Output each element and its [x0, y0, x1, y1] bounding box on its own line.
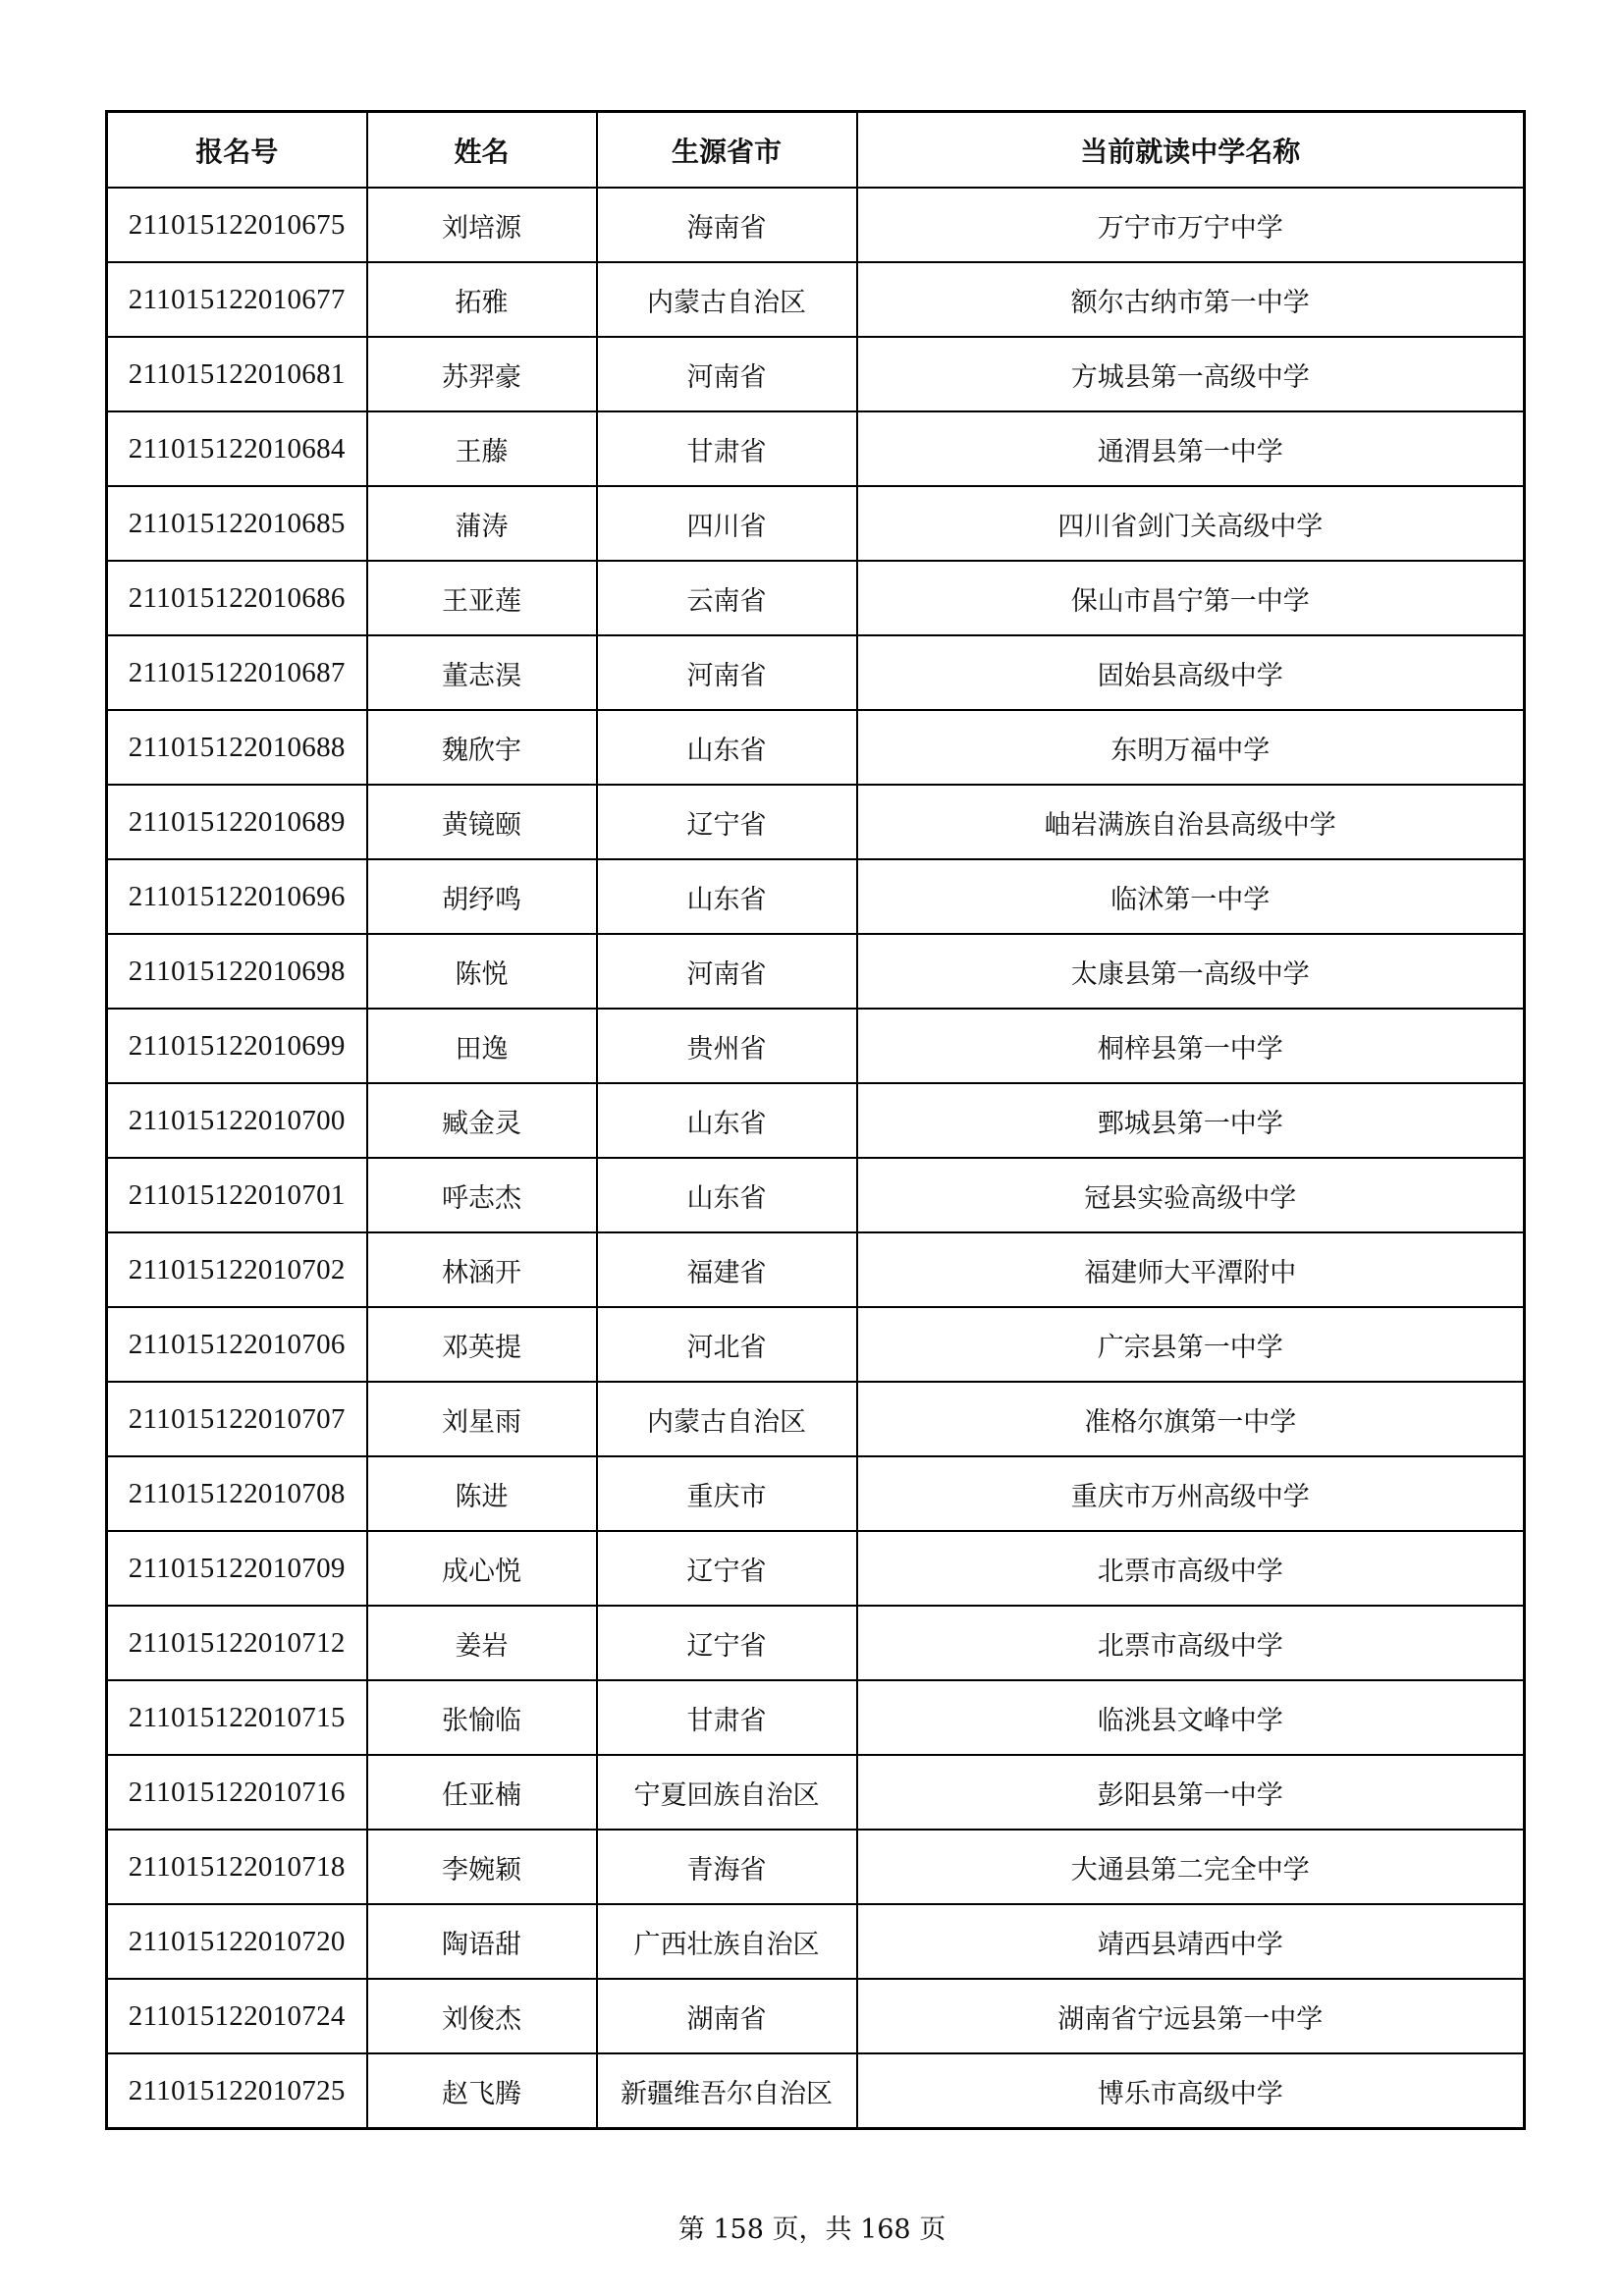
- cell-name: 刘俊杰: [367, 1979, 597, 2053]
- cell-name: 刘星雨: [367, 1382, 597, 1456]
- table-row: [107, 1755, 1525, 1830]
- cell-province: 重庆市: [597, 1456, 857, 1531]
- cell-registration-number: 211015122010699: [107, 1009, 367, 1083]
- cell-name: 魏欣宇: [367, 710, 597, 785]
- cell-registration-number: 211015122010700: [107, 1083, 367, 1158]
- cell-province: 宁夏回族自治区: [597, 1755, 857, 1830]
- table-row: [107, 1382, 1525, 1456]
- table-row: [107, 1606, 1525, 1680]
- table-row: [107, 1830, 1525, 1904]
- table-row: [107, 934, 1525, 1009]
- cell-name: 陈进: [367, 1456, 597, 1531]
- cell-school: 通渭县第一中学: [857, 411, 1525, 486]
- table-row: [107, 710, 1525, 785]
- cell-school: 桐梓县第一中学: [857, 1009, 1525, 1083]
- cell-school: 临洮县文峰中学: [857, 1680, 1525, 1755]
- cell-name: 黄镜颐: [367, 785, 597, 859]
- cell-school: 鄄城县第一中学: [857, 1083, 1525, 1158]
- cell-province: 福建省: [597, 1232, 857, 1307]
- cell-name: 田逸: [367, 1009, 597, 1083]
- table-header: [107, 112, 1525, 189]
- table-row: [107, 262, 1525, 337]
- cell-name: 臧金灵: [367, 1083, 597, 1158]
- cell-registration-number: 211015122010689: [107, 785, 367, 859]
- cell-name: 陶语甜: [367, 1904, 597, 1979]
- cell-school: 临沭第一中学: [857, 859, 1525, 934]
- cell-registration-number: 211015122010688: [107, 710, 367, 785]
- cell-province: 河南省: [597, 934, 857, 1009]
- header-registration-number: 报名号: [107, 112, 367, 189]
- page-number: 第 158 页，共 168 页: [677, 2214, 947, 2245]
- table-row: [107, 411, 1525, 486]
- table-row: [107, 1904, 1525, 1979]
- table-row: [107, 785, 1525, 859]
- cell-name: 董志淏: [367, 635, 597, 710]
- cell-school: 北票市高级中学: [857, 1606, 1525, 1680]
- cell-school: 太康县第一高级中学: [857, 934, 1525, 1009]
- cell-province: 新疆维吾尔自治区: [597, 2053, 857, 2129]
- table-row: [107, 561, 1525, 635]
- cell-name: 林涵开: [367, 1232, 597, 1307]
- cell-name: 王藤: [367, 411, 597, 486]
- header-row: [107, 112, 1525, 189]
- cell-registration-number: 211015122010677: [107, 262, 367, 337]
- table-row: [107, 188, 1525, 262]
- table-row: [107, 1307, 1525, 1382]
- cell-registration-number: 211015122010706: [107, 1307, 367, 1382]
- table-body: [107, 188, 1525, 2129]
- cell-province: 甘肃省: [597, 411, 857, 486]
- cell-province: 山东省: [597, 1083, 857, 1158]
- cell-name: 姜岩: [367, 1606, 597, 1680]
- table-row: [107, 1232, 1525, 1307]
- cell-province: 山东省: [597, 710, 857, 785]
- cell-name: 陈悦: [367, 934, 597, 1009]
- cell-province: 湖南省: [597, 1979, 857, 2053]
- cell-province: 贵州省: [597, 1009, 857, 1083]
- cell-registration-number: 211015122010686: [107, 561, 367, 635]
- cell-school: 湖南省宁远县第一中学: [857, 1979, 1525, 2053]
- cell-province: 山东省: [597, 859, 857, 934]
- cell-registration-number: 211015122010709: [107, 1531, 367, 1606]
- cell-province: 内蒙古自治区: [597, 1382, 857, 1456]
- cell-province: 河北省: [597, 1307, 857, 1382]
- student-roster-table: [105, 110, 1526, 2130]
- cell-school: 大通县第二完全中学: [857, 1830, 1525, 1904]
- cell-name: 赵飞腾: [367, 2053, 597, 2129]
- cell-school: 东明万福中学: [857, 710, 1525, 785]
- cell-province: 四川省: [597, 486, 857, 561]
- cell-school: 冠县实验高级中学: [857, 1158, 1525, 1232]
- cell-school: 北票市高级中学: [857, 1531, 1525, 1606]
- cell-name: 呼志杰: [367, 1158, 597, 1232]
- cell-registration-number: 211015122010687: [107, 635, 367, 710]
- cell-name: 苏羿豪: [367, 337, 597, 411]
- cell-province: 青海省: [597, 1830, 857, 1904]
- cell-school: 岫岩满族自治县高级中学: [857, 785, 1525, 859]
- table-row: [107, 1158, 1525, 1232]
- table-row: [107, 1531, 1525, 1606]
- cell-registration-number: 211015122010718: [107, 1830, 367, 1904]
- cell-province: 辽宁省: [597, 1531, 857, 1606]
- cell-registration-number: 211015122010715: [107, 1680, 367, 1755]
- cell-name: 任亚楠: [367, 1755, 597, 1830]
- table-row: [107, 1083, 1525, 1158]
- cell-province: 辽宁省: [597, 1606, 857, 1680]
- cell-registration-number: 211015122010725: [107, 2053, 367, 2129]
- cell-registration-number: 211015122010698: [107, 934, 367, 1009]
- table-row: [107, 635, 1525, 710]
- cell-name: 蒲涛: [367, 486, 597, 561]
- cell-name: 王亚莲: [367, 561, 597, 635]
- cell-name: 拓雅: [367, 262, 597, 337]
- cell-school: 广宗县第一中学: [857, 1307, 1525, 1382]
- table-row: [107, 1456, 1525, 1531]
- cell-name: 胡纾鸣: [367, 859, 597, 934]
- cell-province: 辽宁省: [597, 785, 857, 859]
- cell-registration-number: 211015122010685: [107, 486, 367, 561]
- cell-province: 河南省: [597, 337, 857, 411]
- cell-school: 四川省剑门关高级中学: [857, 486, 1525, 561]
- cell-registration-number: 211015122010716: [107, 1755, 367, 1830]
- table-row: [107, 1979, 1525, 2053]
- cell-registration-number: 211015122010675: [107, 188, 367, 262]
- cell-school: 福建师大平潭附中: [857, 1232, 1525, 1307]
- cell-name: 邓英提: [367, 1307, 597, 1382]
- header-province: 生源省市: [597, 112, 857, 189]
- table-row: [107, 859, 1525, 934]
- cell-province: 广西壮族自治区: [597, 1904, 857, 1979]
- header-school: 当前就读中学名称: [857, 112, 1525, 189]
- cell-registration-number: 211015122010684: [107, 411, 367, 486]
- table-row: [107, 486, 1525, 561]
- cell-registration-number: 211015122010712: [107, 1606, 367, 1680]
- cell-school: 重庆市万州高级中学: [857, 1456, 1525, 1531]
- cell-name: 李婉颖: [367, 1830, 597, 1904]
- table-row: [107, 1009, 1525, 1083]
- cell-school: 固始县高级中学: [857, 635, 1525, 710]
- cell-registration-number: 211015122010724: [107, 1979, 367, 2053]
- cell-province: 河南省: [597, 635, 857, 710]
- header-name: 姓名: [367, 112, 597, 189]
- cell-name: 成心悦: [367, 1531, 597, 1606]
- cell-registration-number: 211015122010702: [107, 1232, 367, 1307]
- cell-school: 准格尔旗第一中学: [857, 1382, 1525, 1456]
- table-row: [107, 2053, 1525, 2129]
- cell-school: 万宁市万宁中学: [857, 188, 1525, 262]
- cell-name: 刘培源: [367, 188, 597, 262]
- cell-school: 额尔古纳市第一中学: [857, 262, 1525, 337]
- table-row: [107, 1680, 1525, 1755]
- cell-school: 方城县第一高级中学: [857, 337, 1525, 411]
- cell-province: 海南省: [597, 188, 857, 262]
- cell-registration-number: 211015122010681: [107, 337, 367, 411]
- cell-province: 山东省: [597, 1158, 857, 1232]
- cell-registration-number: 211015122010708: [107, 1456, 367, 1531]
- cell-school: 保山市昌宁第一中学: [857, 561, 1525, 635]
- cell-school: 博乐市高级中学: [857, 2053, 1525, 2129]
- cell-registration-number: 211015122010707: [107, 1382, 367, 1456]
- table-row: [107, 337, 1525, 411]
- cell-school: 靖西县靖西中学: [857, 1904, 1525, 1979]
- cell-registration-number: 211015122010720: [107, 1904, 367, 1979]
- cell-province: 甘肃省: [597, 1680, 857, 1755]
- cell-province: 内蒙古自治区: [597, 262, 857, 337]
- cell-registration-number: 211015122010701: [107, 1158, 367, 1232]
- cell-name: 张愉临: [367, 1680, 597, 1755]
- cell-registration-number: 211015122010696: [107, 859, 367, 934]
- cell-province: 云南省: [597, 561, 857, 635]
- cell-school: 彭阳县第一中学: [857, 1755, 1525, 1830]
